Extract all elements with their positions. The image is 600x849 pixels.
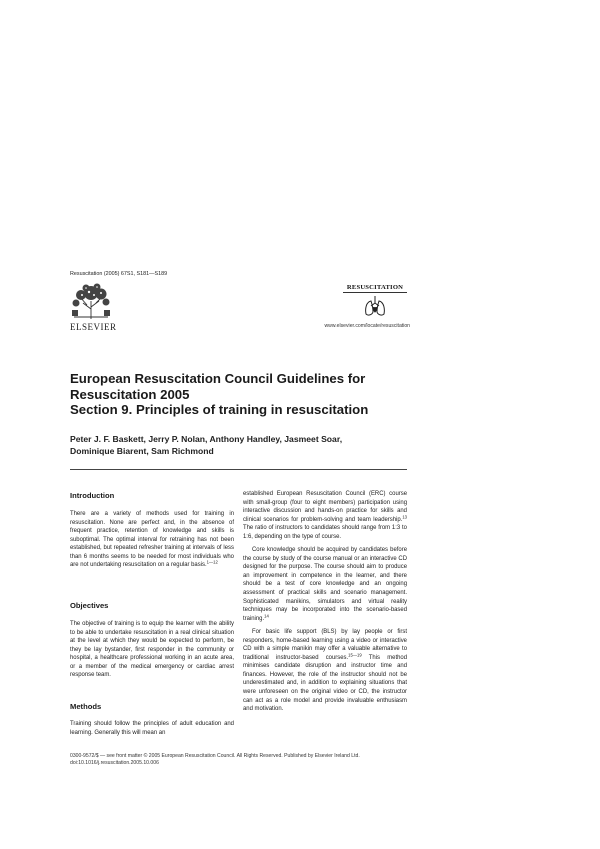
objectives-heading: Objectives: [70, 601, 109, 610]
article-title: [70, 371, 410, 418]
bls-paragraph: For basic life support (BLS) by lay people or first responders, home-based learning using a video or interactive CD with a simple manikin may offer a valuable alternative to traditional instructor-based courses.$^{15—19}$ This method minimises candidate disruption and instructor time and finances. However, the role of the instructor should not be underestimated and, in addition to explaining situations that were unforeseen on the original video or CD, the instructor can act as a role model and provide invaluable enthusiasm and motivation.: [243, 629, 408, 713]
citation-ref[interactable]: 13: [402, 514, 407, 520]
citation-ref[interactable]: 1—12: [206, 559, 218, 565]
authors-line-2: Dominique Biarent, Sam Richmond: [70, 446, 214, 456]
citation-ref[interactable]: 14: [264, 613, 269, 619]
title-line-3: Section 9. Principles of training in resuscitation: [70, 402, 369, 418]
authors-line-1: Peter J. F. Baskett, Jerry P. Nolan, Anthony Handley, Jasmeet Soar,: [70, 434, 343, 444]
copyright-footer: [70, 753, 410, 768]
methods-heading: Methods: [70, 702, 102, 711]
journal-citation: Resuscitation (2005) 67S1, S181—S189: [70, 271, 168, 277]
objectives-paragraph: The objective of training is to equip the learner with the ability to be able to undertake resuscitation in a real clinical situation at the level at which they would be expected to perform, be they be lay bystander, first responder in the community or hospital, a healthcare professional working in an acute area, or a member of the medical emergency or cardiac arrest response team.: [70, 621, 234, 679]
erc-course-paragraph: established European Resuscitation Council (ERC) course with small-group (four to eight members) participation using interactive discussion and hands-on practice for skills and clinical scenarios for problem-solving and team leadership.$^{13}$ The ratio of instructors to candidates should range from 1:3 to 1:6, depending on the type of course.: [243, 491, 407, 540]
publisher-name: ELSEVIER: [70, 322, 117, 332]
author-list: [70, 433, 410, 457]
lungs-heart-icon: [363, 294, 387, 318]
journal-name: RESUSCITATION: [346, 284, 404, 291]
header-divider: [70, 469, 407, 470]
right-column-text: [243, 490, 407, 714]
copyright-line: 0300-9572/$ — see front matter © 2005 European Resuscitation Council. All Rights Reserved. Published by Elsevier Ireland Ltd.: [70, 753, 360, 759]
introduction-paragraph: There are a variety of methods used for training in resuscitation. None are perfect and, in the absence of frequent practice, retention of knowledge and skills is suboptimal. The optimal interval for retraining has not been established, but repeated refresher training at intervals of less than 6 months seems to be needed for most individuals who are not undertaking resuscitation on a regular basis.$^{1—12}$: [70, 511, 234, 569]
doi-line[interactable]: doi:10.1016/j.resuscitation.2005.10.006: [70, 760, 159, 767]
journal-url[interactable]: www.elsevier.com/locate/resuscitation: [324, 323, 410, 329]
introduction-heading: Introduction: [70, 491, 115, 500]
methods-paragraph: Training should follow the principles of adult education and learning. Generally this will mean an: [70, 721, 234, 736]
journal-logo-divider: [343, 292, 407, 293]
core-knowledge-paragraph: Core knowledge should be acquired by candidates before the course by study of the course manual or an interactive CD designed for the purpose. The course should aim to produce an improvement in competence in the learner, and there should be a test of core knowledge and an ongoing assessment of practical skills and scenario management. Sophisticated manikins, simulators and virtual reality techniques may be incorporated into the scenario-based training.$^{14}$: [243, 547, 407, 622]
title-line-1: European Resuscitation Council Guidelines for: [70, 371, 366, 386]
citation-ref[interactable]: 15—19: [348, 652, 362, 658]
title-line-2: Resuscitation 2005: [70, 386, 190, 402]
